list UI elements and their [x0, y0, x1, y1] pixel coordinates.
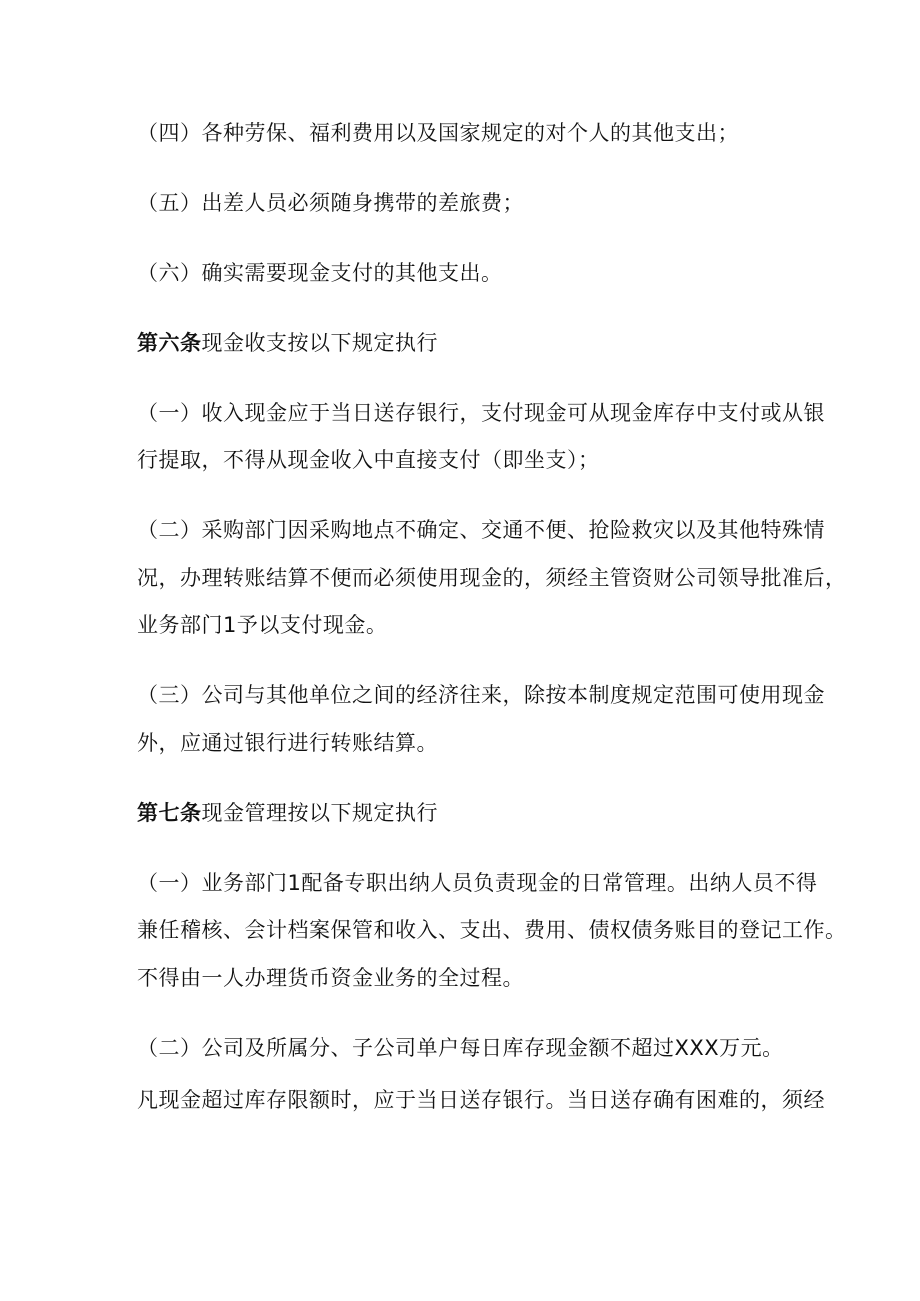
article-6-clause-2-line-1: （二）采购部门因采购地点不确定、交通不便、抢险救灾以及其他特殊情 [137, 518, 825, 542]
item-six: （六）确实需要现金支付的其他支出。 [137, 261, 503, 285]
article-7-clause-1-line-2: 兼任稽核、会计档案保管和收入、支出、费用、债权债务账目的登记工作。 [137, 918, 847, 942]
article-6-clause-2-line-3: 业务部门1予以支付现金。 [137, 613, 388, 637]
article-6-clause-1-line-1: （一）收入现金应于当日送存银行，支付现金可从现金库存中支付或从银 [137, 401, 825, 425]
article-7-title: 现金管理按以下规定执行 [201, 801, 438, 825]
article-6-clause-1-line-2: 行提取，不得从现金收入中直接支付（即坐支）； [137, 448, 600, 472]
article-6-clause-3-line-2: 外，应通过银行进行转账结算。 [137, 731, 438, 755]
item-four: （四）各种劳保、福利费用以及国家规定的对个人的其他支出； [137, 121, 739, 145]
article-7-clause-1-line-3: 不得由一人办理货币资金业务的全过程。 [137, 966, 524, 990]
article-7-number: 第七条 [137, 801, 202, 825]
article-6-clause-2-line-2: 况，办理转账结算不便而必须使用现金的，须经主管资财公司领导批准后， [137, 566, 847, 590]
article-7-clause-2-line-1: （二）公司及所属分、子公司单户每日库存现金额不超过XXX万元。 [137, 1036, 784, 1060]
article-7-heading [137, 798, 438, 828]
article-6-title: 现金收支按以下规定执行 [201, 331, 438, 355]
article-7-clause-2-line-2: 凡现金超过库存限额时，应于当日送存银行。当日送存确有困难的，须经 [137, 1088, 825, 1112]
article-6-number: 第六条 [137, 331, 202, 355]
article-6-clause-3-line-1: （三）公司与其他单位之间的经济往来，除按本制度规定范围可使用现金 [137, 683, 825, 707]
item-five: （五）出差人员必须随身携带的差旅费； [137, 191, 524, 215]
article-6-heading [137, 328, 438, 358]
article-7-clause-1-line-1: （一）业务部门1配备专职出纳人员负责现金的日常管理。出纳人员不得 [137, 871, 818, 895]
